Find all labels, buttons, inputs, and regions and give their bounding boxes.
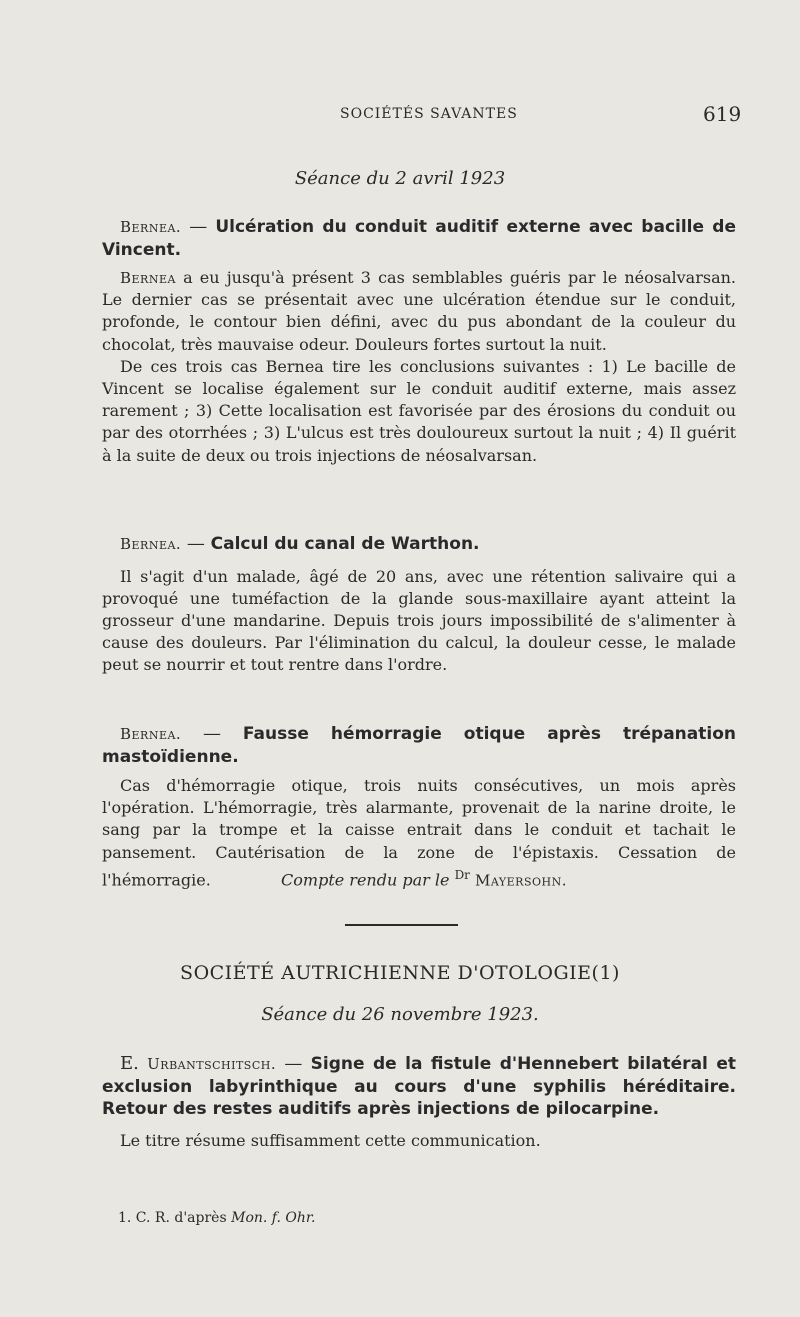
entry-calcul: [102, 533, 736, 677]
entry-paragraph: De ces trois cas Bernea tire les conclusions suivantes : 1) Le bacille de Vincent se localise également sur le conduit auditif externe, mais assez rarement ; 3) Cette localisation est favorisée par des érosions du conduit ou par des otorrhées ; 3) L'ulcus est très douloureux surtout la nuit ; 4) Il guérit à la suite de deux ou trois injections de néosalvarsan.: [102, 356, 736, 465]
paragraph-text: a eu jusqu'à présent 3 cas semblables guéris par le néosalvarsan. Le dernier cas se présentait avec une ulcération étendue sur le conduit, profonde, le contour bien défini, avec du pus abondant de la couleur du chocolat, très mauvaise odeur. Douleurs fortes surtout la nuit.: [102, 268, 736, 354]
running-head: SOCIÉTÉS SAVANTES: [340, 106, 518, 122]
entry-author: Urbantschitsch.: [147, 1055, 277, 1073]
entry-heading: [102, 533, 736, 556]
page-number: 619: [703, 102, 742, 126]
society-heading: [0, 962, 800, 984]
entry-heading: [102, 723, 736, 768]
entry-hemorragie: [102, 723, 736, 891]
footnote-source: Mon. f. Ohr.: [231, 1210, 316, 1226]
entry-dash: —: [181, 723, 243, 744]
session-title-2: Séance du 26 novembre 1923.: [261, 1004, 539, 1025]
entry-dash: —: [181, 216, 216, 237]
paragraph-text: Cas d'hémorragie otique, trois nuits consécutives, un mois après l'opération. L'hémorragie, très alarmante, provenait de la narine droite, le sang par la trompe et la caisse entrait dans le conduit et tachait le pansement. Cautérisation de la zone de l'épistaxis. Cessation de l'hémorragie.: [102, 776, 736, 890]
inline-author: Bernea: [120, 269, 176, 287]
credit-text: Compte rendu par le: [281, 870, 450, 890]
entry-title: Signe de la fistule d'Hennebert bilatéral et exclusion labyrinthique au cours d'une syphilis héréditaire. Retour des restes auditifs après injections de pilocarpine.: [102, 1054, 736, 1119]
entry-title: Ulcération du conduit auditif externe avec bacille de Vincent.: [102, 217, 736, 260]
footnote-text: 1. C. R. d'après: [118, 1210, 227, 1226]
entry-author: Bernea.: [120, 535, 182, 553]
entry-heading: [102, 1053, 736, 1121]
credit-dr: Dr: [454, 867, 470, 882]
entry-author: Bernea.: [120, 218, 182, 236]
author-initial: E.: [120, 1053, 139, 1074]
entry-ulceration: [102, 216, 736, 467]
entry-paragraph: [102, 775, 736, 891]
entry-paragraph: Il s'agit d'un malade, âgé de 20 ans, avec une rétention salivaire qui a provoqué une tuméfaction de la glande sous-maxillaire ayant atteint la grosseur d'une mandarine. Depuis trois jours impossibilité de s'alimenter à cause des douleurs. Par l'élimination du calcul, la douleur cesse, le malade peut se nourrir et tout rentre dans l'ordre.: [102, 566, 736, 675]
entry-fistule: [102, 1053, 736, 1152]
entry-heading: [102, 216, 736, 261]
session-title-1: Séance du 2 avril 1923: [294, 168, 506, 189]
footnote: [118, 1210, 315, 1226]
entry-dash: —: [181, 533, 211, 554]
society-name: SOCIÉTÉ AUTRICHIENNE D'OTOLOGIE: [180, 962, 592, 984]
entry-paragraph: [102, 267, 736, 356]
footnote-marker: (1): [591, 962, 620, 984]
entry-author: Bernea.: [120, 725, 182, 743]
credit-name: Mayersohn.: [475, 871, 567, 890]
entry-title: Fausse hémorragie otique après trépanation mastoïdienne.: [102, 724, 736, 767]
entry-paragraph: Le titre résume suffisamment cette communication.: [120, 1130, 541, 1150]
page-header: [0, 104, 800, 128]
section-divider: [345, 924, 458, 926]
entry-dash: —: [276, 1053, 311, 1074]
entry-title: Calcul du canal de Warthon.: [210, 534, 480, 554]
